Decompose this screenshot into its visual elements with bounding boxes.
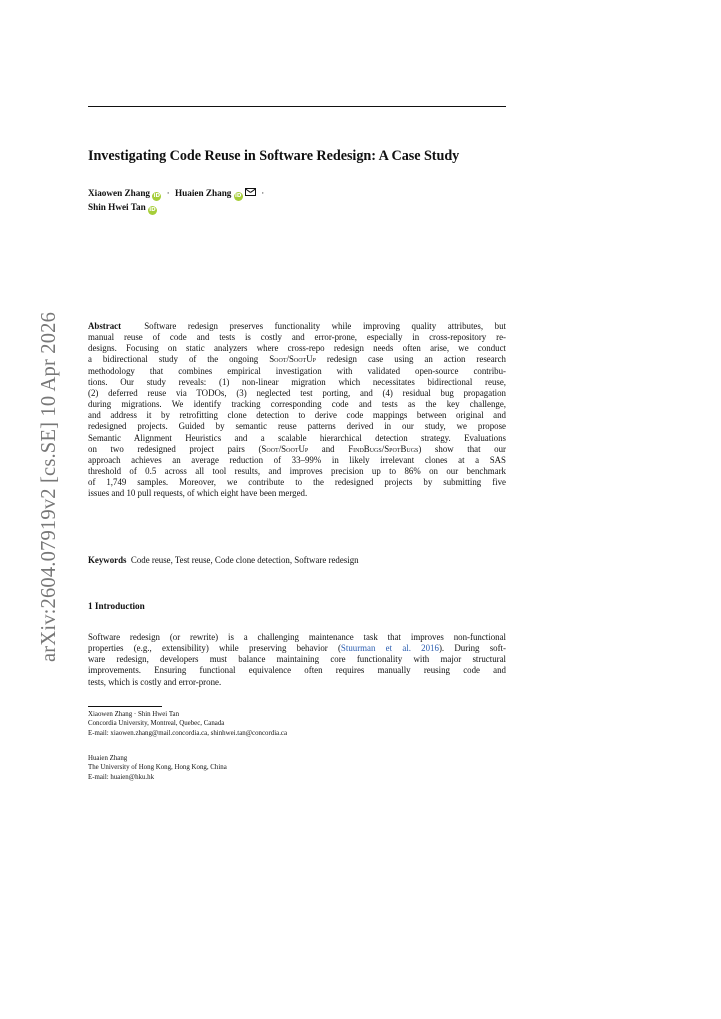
orcid-icon[interactable]: iD [153, 193, 161, 199]
affiliation-footnote [88, 754, 227, 782]
abstract-line: threshold of 0.5 across all tool results, and improves precision up to 86% on our benchmark [88, 466, 506, 477]
citation-link[interactable]: Stuurman et al. 2016 [340, 643, 439, 654]
intro-line: properties (e.g., extensibility) while preserving behavior (Stuurman et al. 2016). During soft- [88, 643, 506, 654]
abstract-line: a bidirectional study of the ongoing Soot/SootUp redesign case using an action research [88, 354, 506, 365]
abstract-line: approach achieves an average reduction of 33–99% in likely irrelevant clones at a SAS [88, 454, 506, 465]
tool-name: Soot [261, 443, 279, 454]
keywords-text: Code reuse, Test reuse, Code clone detection, Software redesign [130, 555, 359, 565]
intro-line: improvements. Ensuring functional equivalence often requires manually reusing code and [88, 665, 506, 676]
intro-line: tests, which is costly and error-prone. [88, 676, 222, 687]
affiliation-footnote [88, 710, 287, 738]
footnote-line: E-mail: huaien@hku.hk [88, 773, 155, 781]
orcid-icon[interactable]: iD [234, 193, 242, 199]
footnote-line: Huaien Zhang [88, 755, 128, 762]
author-separator: · [261, 188, 265, 198]
abstract [88, 321, 506, 500]
intro-line: ware redesign, developers must balance maintaining core functionality with major structural [88, 654, 506, 665]
tool-name: SpotBugs [384, 443, 419, 454]
top-rule [88, 106, 506, 107]
keywords-label: Keywords [88, 555, 127, 565]
introduction-paragraph [88, 632, 506, 688]
abstract-line: of 1,749 samples. Moreover, we contribute to the redesigned projects by submitting five [88, 477, 506, 488]
intro-line: Software redesign (or rewrite) is a challenging maintenance task that improves non-functional [88, 632, 506, 642]
abstract-label: Abstract [88, 321, 122, 331]
abstract-line: during migrations. We identify tracking corresponding code and tests as the key challenge, [88, 399, 506, 410]
abstract-line: issues and 10 pull requests, of which eight have been merged. [88, 488, 308, 499]
abstract-line: methodology that combines empirical investigation with validated open-source contribu- [88, 365, 506, 376]
envelope-icon[interactable] [245, 188, 256, 196]
footnote-line: The University of Hong Kong, Hong Kong, China [88, 764, 227, 772]
arxiv-identifier[interactable]: arXiv:2604.07919v2 [cs.SE] 10 Apr 2026 [38, 311, 60, 662]
author-name: Shin Hwei Tan [88, 202, 146, 212]
abstract-line: redesigned projects. Guided by semantic reuse patterns derived in our study, we propose [88, 421, 506, 432]
tool-name: SootUp [281, 443, 309, 454]
tool-name: Soot [269, 354, 287, 365]
abstract-line: (2) deferred reuse via TODOs, (3) neglected test porting, and (4) residual bug propagation [88, 387, 506, 398]
paper-title: Investigating Code Reuse in Software Redesign: A Case Study [88, 148, 460, 164]
abstract-line: Semantic Alignment Heuristics and a scalable hierarchical detection strategy. Evaluations [88, 432, 506, 443]
tool-name: SootUp [288, 354, 316, 365]
abstract-line: on two redesigned project pairs (Soot/SootUp and FindBugs/SpotBugs) show that our [88, 443, 506, 454]
footnote-rule [88, 706, 162, 707]
abstract-line: Abstract Software redesign preserves functionality while improving quality attributes, but [88, 321, 506, 331]
author-list [88, 187, 508, 215]
abstract-line: designs. Focusing on static analyzers where cross-repo redesign needs often arise, we conduct [88, 343, 506, 354]
abstract-line: and address it by retrofitting clone detection to derive code mappings between original and [88, 410, 506, 421]
abstract-line: manual reuse of code and tests is costly and error-prone, especially in cross-repository re- [88, 332, 506, 343]
footnote-line: E-mail: xiaowen.zhang@mail.concordia.ca, shinhwei.tan@concordia.ca [88, 729, 288, 737]
author-name: Huaien Zhang [174, 188, 232, 198]
tool-name: FindBugs [348, 443, 382, 454]
footnote-line: Concordia University, Montreal, Quebec, Canada [88, 720, 225, 728]
orcid-icon[interactable]: iD [149, 207, 156, 213]
footnote-line: Xiaowen Zhang · Shin Hwei Tan [88, 711, 180, 718]
keywords-line [88, 555, 506, 566]
author-name: Xiaowen Zhang [88, 188, 151, 198]
author-separator: · [166, 188, 170, 198]
abstract-line: tions. Our study reveals: (1) non-linear migration which necessitates bidirectional reuse, [88, 376, 506, 387]
section-heading: 1 Introduction [88, 601, 145, 611]
